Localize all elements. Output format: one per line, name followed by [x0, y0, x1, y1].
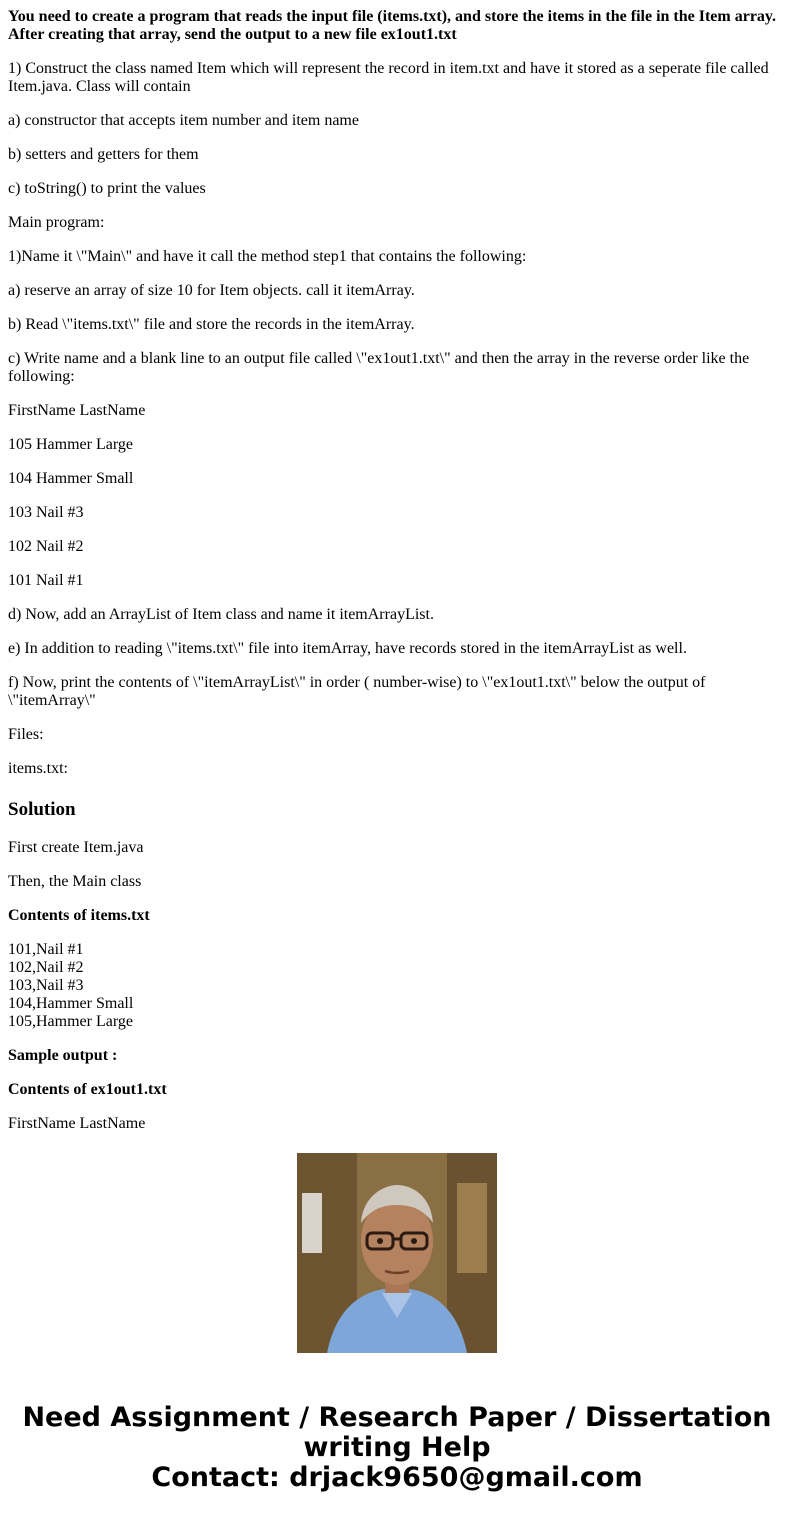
question-paragraph: 104 Hammer Small [8, 470, 134, 487]
sample-output-heading: Sample output : [8, 1047, 118, 1064]
question-paragraph: Files: [8, 726, 44, 743]
file-line: 103,Nail #3 [8, 977, 84, 994]
file-line: 104,Hammer Small [8, 995, 134, 1012]
question-paragraph: 105 Hammer Large [8, 436, 133, 453]
question-paragraph: a) constructor that accepts item number and item name [8, 112, 359, 129]
contact-email-line: Contact: drjack9650@gmail.com [151, 1462, 643, 1493]
items-file-contents [8, 941, 786, 1031]
question-paragraph: d) Now, add an ArrayList of Item class and name it itemArrayList. [8, 606, 434, 623]
question-paragraph: f) Now, print the contents of \"itemArrayList\" in order ( number-wise) to \"ex1out1.txt\" below the output of \"itemArray\" [8, 674, 706, 709]
question-title: You need to create a program that reads the input file (items.txt), and store the items in the file in the Item array. After creating that array, send the output to a new file ex1out1.txt [8, 8, 777, 43]
document-body [8, 8, 786, 1132]
solution-step: Then, the Main class [8, 873, 142, 890]
question-paragraph: c) Write name and a blank line to an output file called \"ex1out1.txt\" and then the array in the reverse order like the following: [8, 350, 750, 385]
question-paragraph: 1)Name it \"Main\" and have it call the method step1 that contains the following: [8, 248, 527, 265]
output-file-heading: Contents of ex1out1.txt [8, 1081, 167, 1098]
output-file-line: FirstName LastName [8, 1115, 146, 1132]
question-paragraph: c) toString() to print the values [8, 180, 206, 197]
contact-banner [0, 1403, 794, 1493]
solution-heading: Solution [8, 799, 76, 820]
file-line: 105,Hammer Large [8, 1013, 133, 1030]
contact-banner-line: Need Assignment / Research Paper / Dissertation [22, 1402, 772, 1433]
file-line: 101,Nail #1 [8, 941, 84, 958]
question-paragraph: 101 Nail #1 [8, 572, 84, 589]
question-paragraph: e) In addition to reading \"items.txt\" file into itemArray, have records stored in the itemArrayList as well. [8, 640, 687, 657]
question-paragraph: items.txt: [8, 760, 68, 777]
items-file-heading: Contents of items.txt [8, 907, 150, 924]
question-paragraph: 1) Construct the class named Item which will represent the record in item.txt and have it stored as a seperate file called Item.java. Class will contain [8, 60, 769, 95]
question-paragraph: a) reserve an array of size 10 for Item objects. call it itemArray. [8, 282, 415, 299]
author-avatar [297, 1153, 497, 1353]
question-paragraph: 103 Nail #3 [8, 504, 84, 521]
file-line: 102,Nail #2 [8, 959, 84, 976]
contact-banner-line: writing Help [303, 1432, 491, 1463]
question-paragraph: FirstName LastName [8, 402, 146, 419]
question-paragraph: 102 Nail #2 [8, 538, 84, 555]
solution-step: First create Item.java [8, 839, 144, 856]
question-paragraph: b) setters and getters for them [8, 146, 199, 163]
question-paragraph: Main program: [8, 214, 105, 231]
author-portrait-image [297, 1153, 497, 1353]
question-paragraph: b) Read \"items.txt\" file and store the records in the itemArray. [8, 316, 415, 333]
